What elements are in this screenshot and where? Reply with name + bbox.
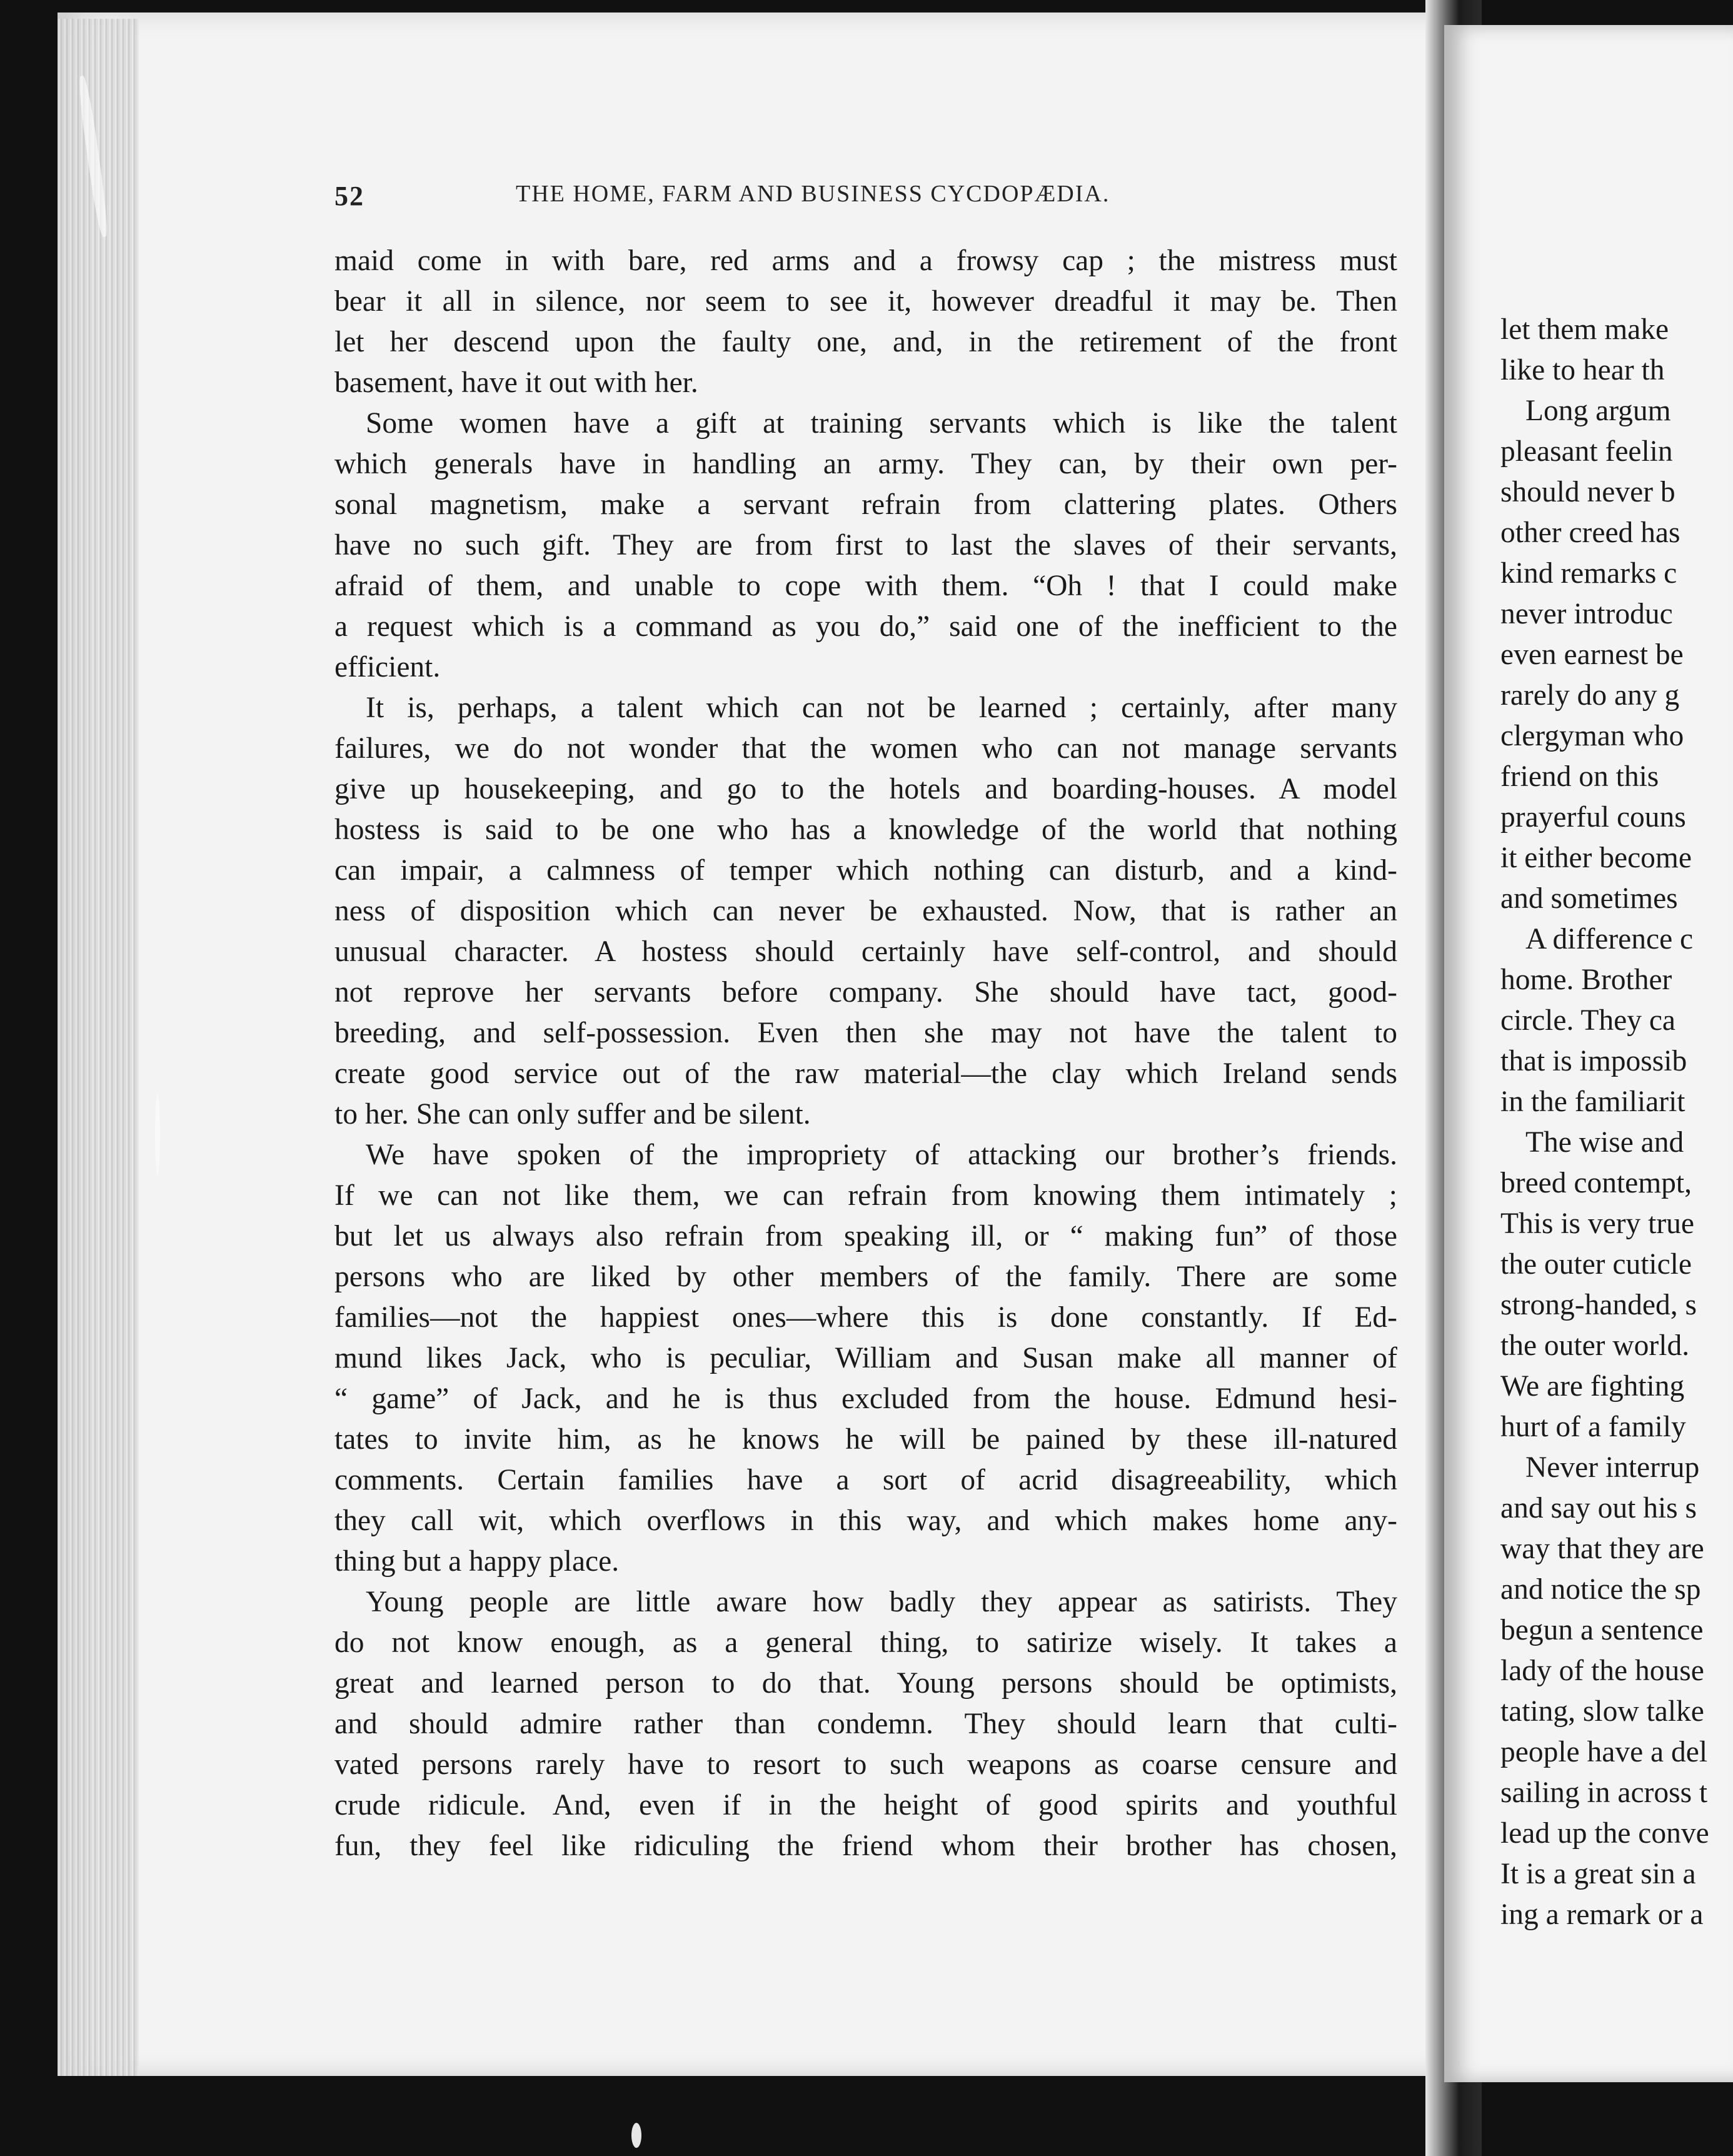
text-line: it either become [1500, 842, 1692, 874]
text-line: circle. They ca [1500, 1004, 1675, 1037]
right-page-text [1500, 310, 1733, 1935]
text-line: begun a sentence [1500, 1614, 1704, 1646]
text-line: let them make [1500, 313, 1669, 346]
text-line: and say out his s [1500, 1492, 1697, 1524]
text-line: give up housekeeping, and go to the hotels and boarding-houses. A model [334, 773, 1397, 805]
text-line: efficient. [334, 651, 441, 683]
text-line: tating, slow talke [1500, 1695, 1704, 1728]
text-line: lead up the conve [1500, 1817, 1709, 1850]
text-line: families—not the happiest ones—where this is done constantly. If Ed- [334, 1301, 1397, 1334]
text-line: breed contempt, [1500, 1167, 1692, 1199]
text-line: that is impossib [1500, 1045, 1687, 1077]
text-line: “ game” of Jack, and he is thus excluded from the house. Edmund hesi- [334, 1383, 1397, 1415]
text-line: failures, we do not wonder that the women who can not manage servants [334, 732, 1397, 765]
text-line: sonal magnetism, make a servant refrain from clattering plates. Others [334, 488, 1397, 521]
text-line: We have spoken of the impropriety of attacking our brother’s friends. [366, 1139, 1397, 1171]
text-line: create good service out of the raw material—the clay which Ireland sends [334, 1057, 1397, 1090]
text-line: strong-handed, s [1500, 1289, 1697, 1321]
text-line: maid come in with bare, red arms and a frowsy cap ; the mistress must [334, 244, 1397, 277]
text-line: let her descend upon the faulty one, and, in the retirement of the front [334, 326, 1397, 358]
text-line: hostess is said to be one who has a knowledge of the world that nothing [334, 814, 1397, 846]
text-line: Long argum [1525, 395, 1671, 427]
text-line: afraid of them, and unable to cope with them. “Oh ! that I could make [334, 570, 1397, 602]
text-line: friend on this [1500, 760, 1659, 793]
text-line: should never b [1500, 476, 1675, 508]
scan-mark [631, 2123, 641, 2148]
text-line: even earnest be [1500, 638, 1684, 671]
text-line: they call wit, which overflows in this way, and which makes home any- [334, 1504, 1397, 1537]
text-line: unusual character. A hostess should certainly have self-control, and should [334, 935, 1397, 968]
text-line: comments. Certain families have a sort of acrid disagreeability, which [334, 1464, 1397, 1496]
text-line: a request which is a command as you do,” said one of the inefficient to the [334, 610, 1397, 643]
text-line: Never interrup [1525, 1451, 1700, 1484]
text-line: sailing in across t [1500, 1776, 1708, 1809]
text-line: This is very true [1500, 1207, 1695, 1240]
text-line: Some women have a gift at training servants which is like the talent [366, 407, 1397, 440]
text-line: and sometimes [1500, 882, 1678, 915]
text-line: It is, perhaps, a talent which can not be learned ; certainly, after many [366, 692, 1397, 724]
text-line: crude ridicule. And, even if in the height of good spirits and youthful [334, 1789, 1397, 1821]
page-edges [58, 19, 139, 2076]
text-line: bear it all in silence, nor seem to see it, however dreadful it may be. Then [334, 285, 1397, 318]
text-line: persons who are liked by other members of the family. There are some [334, 1261, 1397, 1293]
scan-mark [155, 1094, 160, 1176]
text-line: It is a great sin a [1500, 1858, 1696, 1890]
text-line: ing a remark or a [1500, 1898, 1704, 1931]
text-line: fun, they feel like ridiculing the friend whom their brother has chosen, [334, 1830, 1397, 1862]
text-line: never introduc [1500, 598, 1673, 630]
text-line: not reprove her servants before company. She should have tact, good- [334, 976, 1397, 1009]
text-line: lady of the house [1500, 1655, 1704, 1687]
text-line: have no such gift. They are from first to last the slaves of their servants, [334, 529, 1397, 562]
text-line: but let us always also refrain from speaking ill, or “ making fun” of those [334, 1220, 1397, 1252]
text-line: pleasant feelin [1500, 435, 1673, 468]
text-line: hurt of a family [1500, 1411, 1686, 1443]
text-line: mund likes Jack, who is peculiar, William and Susan make all manner of [334, 1342, 1397, 1374]
text-line: people have a del [1500, 1736, 1708, 1768]
text-line: in the familiarit [1500, 1086, 1685, 1118]
text-line: thing but a happy place. [334, 1545, 620, 1578]
text-line: rarely do any g [1500, 679, 1680, 712]
text-line: can impair, a calmness of temper which nothing can disturb, and a kind- [334, 854, 1397, 887]
text-line: home. Brother [1500, 964, 1672, 996]
text-line: do not know enough, as a general thing, to satirize wisely. It takes a [334, 1626, 1397, 1659]
text-line: We are fighting [1500, 1370, 1685, 1403]
text-line: A difference c [1525, 923, 1694, 955]
text-line: The wise and [1525, 1126, 1684, 1159]
text-line: ness of disposition which can never be exhausted. Now, that is rather an [334, 895, 1397, 927]
page-number: 52 [334, 181, 364, 211]
right-page [1444, 25, 1733, 2082]
text-line: breeding, and self-possession. Even then she may not have the talent to [334, 1017, 1397, 1049]
text-line: kind remarks c [1500, 557, 1677, 590]
text-line: prayerful couns [1500, 801, 1686, 834]
text-line: which generals have in handling an army. They can, by their own per- [334, 448, 1397, 480]
text-line: the outer world. [1500, 1329, 1690, 1362]
text-line: and notice the sp [1500, 1573, 1701, 1606]
left-page-text [334, 241, 1397, 1866]
running-head-title: THE HOME, FARM AND BUSINESS CYCDOPÆDIA. [516, 181, 1110, 207]
text-line: clergyman who [1500, 720, 1684, 752]
text-line: way that they are [1500, 1533, 1704, 1565]
text-line: other creed has [1500, 516, 1680, 549]
text-line: like to hear th [1500, 354, 1665, 386]
text-line: vated persons rarely have to resort to such weapons as coarse censure and [334, 1748, 1397, 1781]
text-line: If we can not like them, we can refrain from knowing them intimately ; [334, 1179, 1397, 1212]
text-line: tates to invite him, as he knows he will be pained by these ill-natured [334, 1423, 1397, 1456]
running-head [334, 175, 1397, 213]
text-line: the outer cuticle [1500, 1248, 1692, 1281]
text-line: and should admire rather than condemn. They should learn that culti- [334, 1708, 1397, 1740]
text-line: basement, have it out with her. [334, 366, 698, 399]
text-line: Young people are little aware how badly they appear as satirists. They [366, 1586, 1397, 1618]
text-line: great and learned person to do that. Young persons should be optimists, [334, 1667, 1397, 1700]
text-line: to her. She can only suffer and be silent. [334, 1098, 811, 1131]
